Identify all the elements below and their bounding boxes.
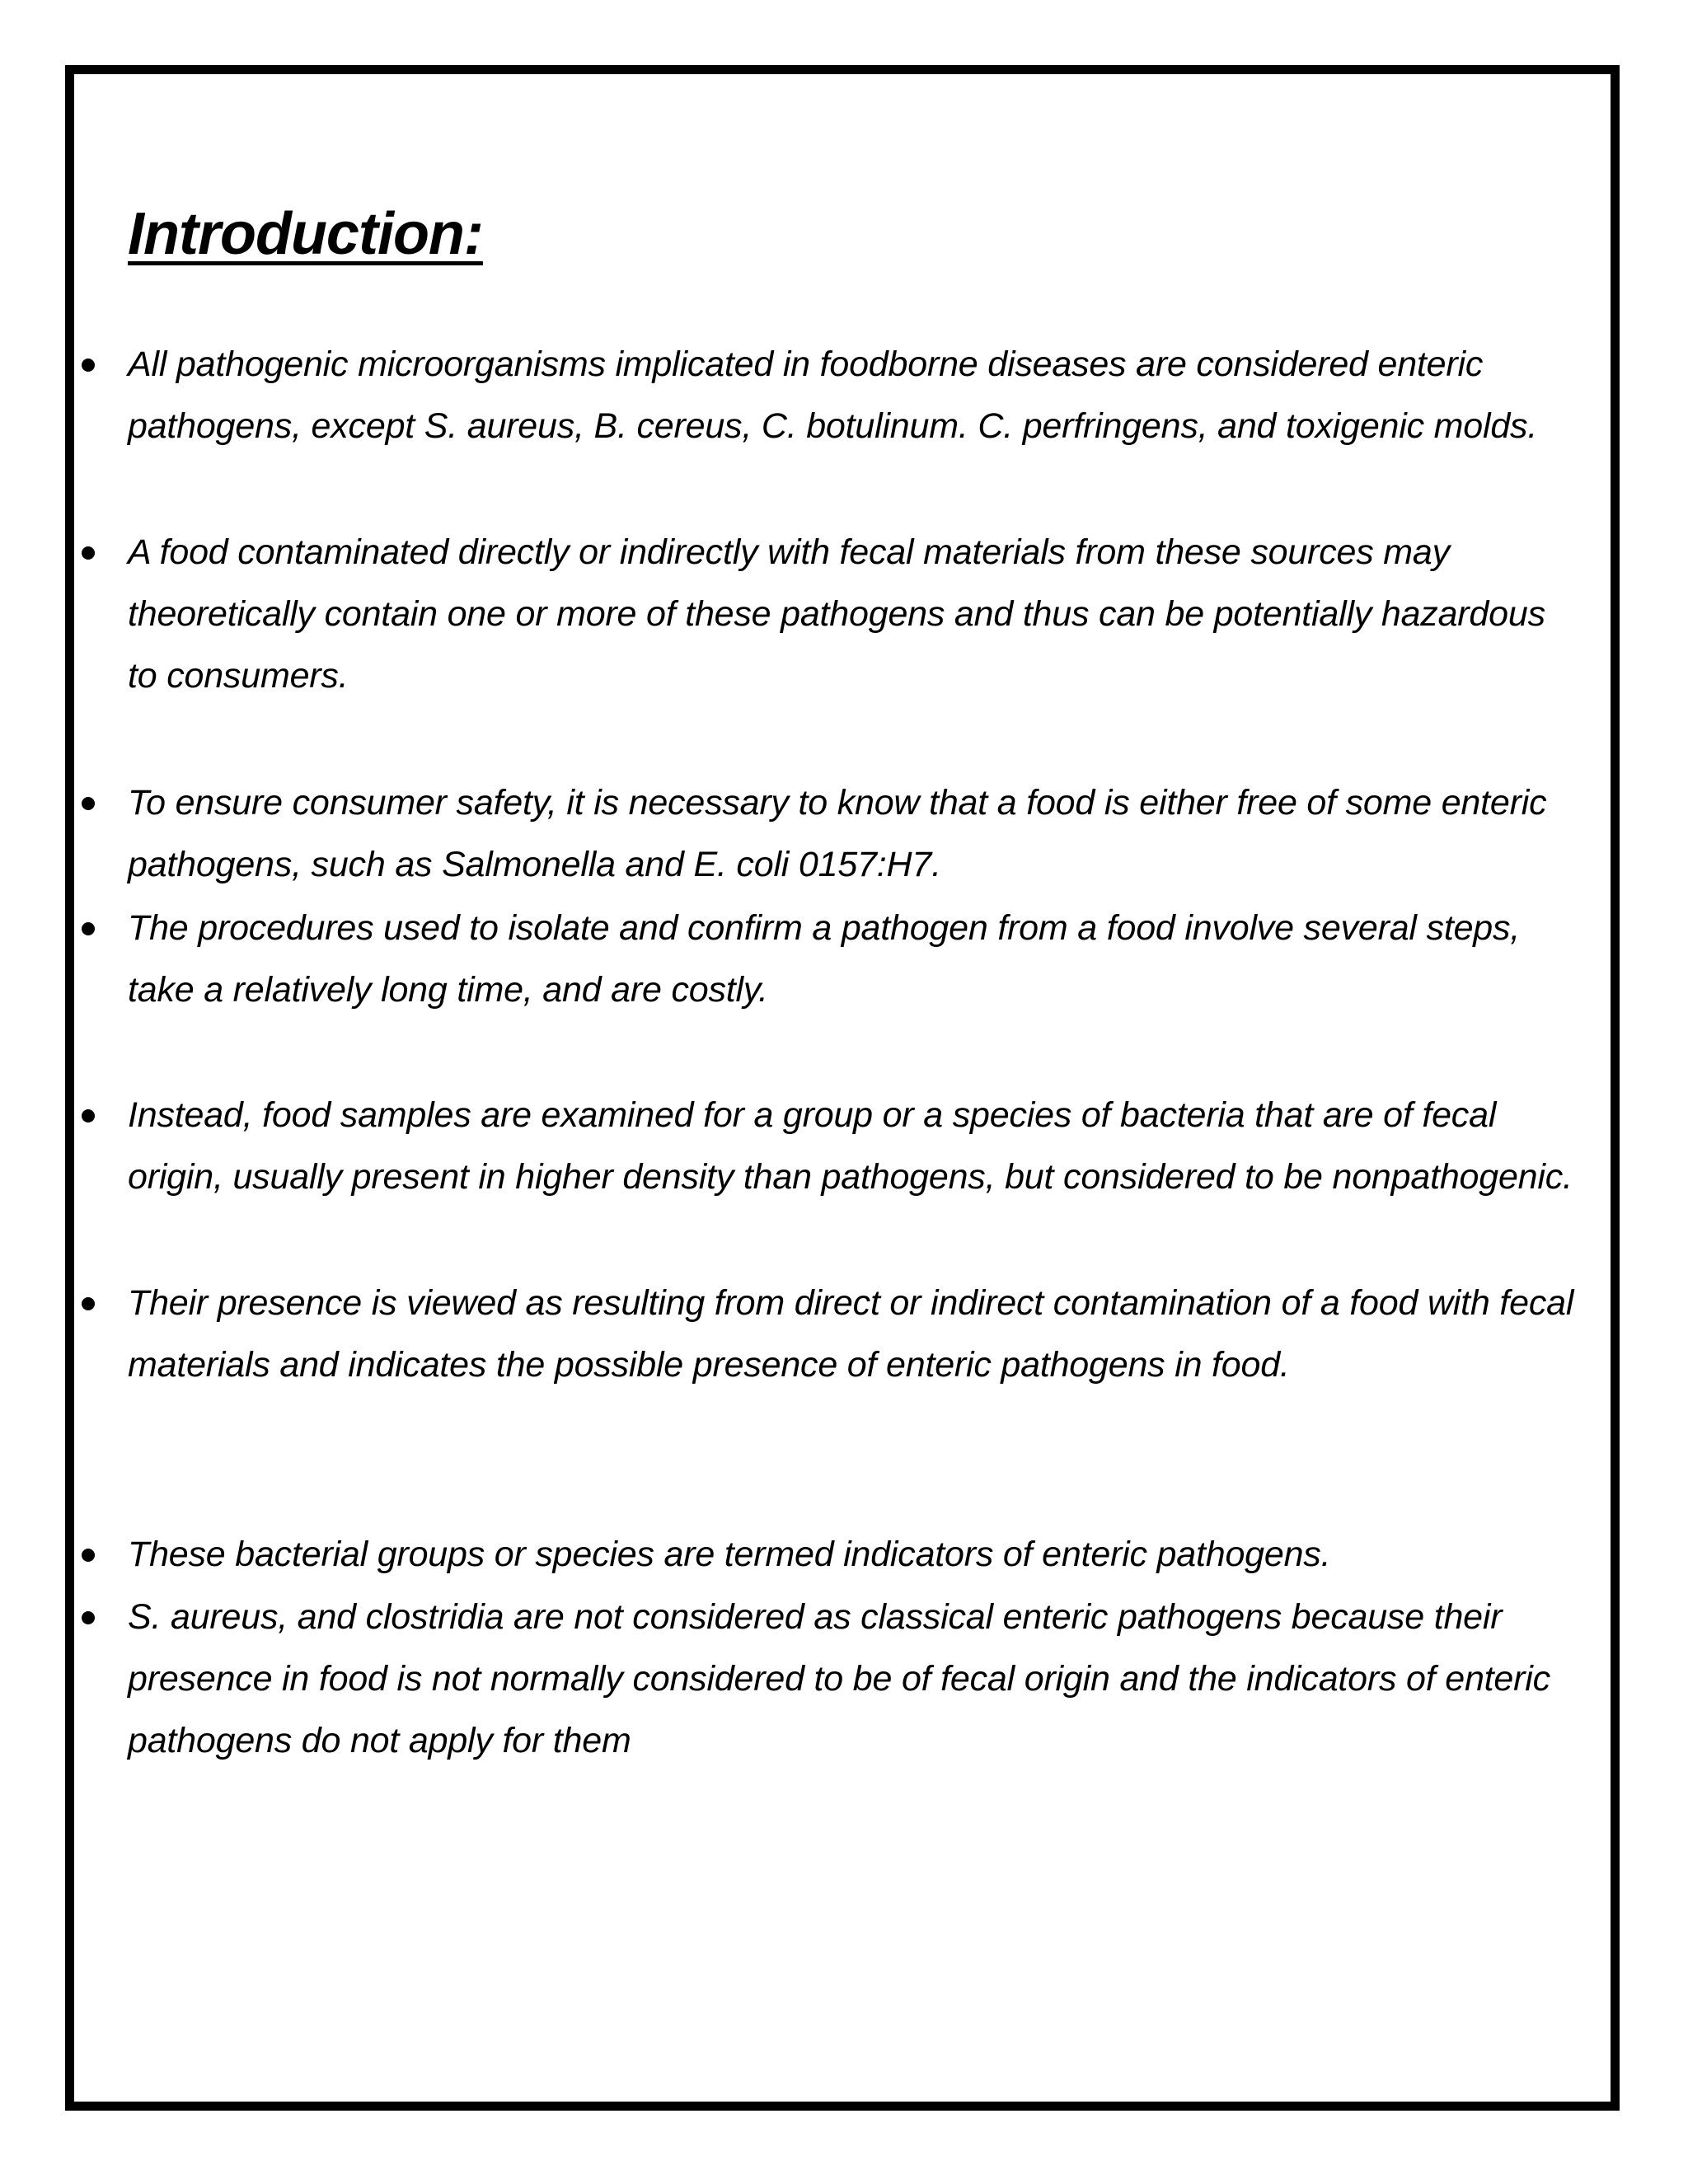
page-title: Introduction: [128,201,483,267]
list-item-text: All pathogenic microorganisms implicated in foodborne diseases are considered enteric pathogens, except S. aureus, B. cereus, C. botulinum. C. perfringens, and toxigenic molds. [128,344,1538,446]
bullet-icon [82,1549,95,1562]
bullet-icon [82,1297,95,1310]
list-item [128,1586,1578,1772]
bullet-icon [82,546,95,560]
list-item [128,522,1578,707]
list-item-text: These bacterial groups or species are termed indicators of enteric pathogens. [128,1535,1331,1574]
bullet-icon [82,797,95,810]
list-item-text: Their presence is viewed as resulting from direct or indirect contamination of a food with fecal materials and indicates the possible presence of enteric pathogens in food. [128,1283,1574,1385]
bullet-icon [82,1611,95,1624]
list-item-text: The procedures used to isolate and confirm a pathogen from a food involve several steps, take a relatively long time, and are costly. [128,908,1521,1010]
list-item-text: Instead, food samples are examined for a group or a species of bacteria that are of fecal origin, usually present in higher density than pathogens, but considered to be nonpathogenic. [128,1095,1573,1197]
list-item-text: S. aureus, and clostridia are not considered as classical enteric pathogens because their presence in food is not normally considered to be of fecal origin and the indicators of enteric pathogens do not apply for them [128,1597,1550,1760]
list-item [128,334,1578,457]
list-item [128,772,1578,896]
list-item [128,898,1578,1021]
bullet-icon [82,922,95,935]
list-item [128,1085,1578,1208]
list-item-text: A food contaminated directly or indirectly with fecal materials from these sources may theoretically contain one or more of these pathogens and thus can be potentially hazardous to consumers. [128,532,1545,696]
list-item-text: To ensure consumer safety, it is necessary to know that a food is either free of some enteric pathogens, such as Salmonella and E. coli 0157:H7. [128,783,1547,884]
list-item [128,1524,1578,1586]
bullet-icon [82,359,95,372]
list-item [128,1272,1578,1396]
bullet-icon [82,1109,95,1122]
